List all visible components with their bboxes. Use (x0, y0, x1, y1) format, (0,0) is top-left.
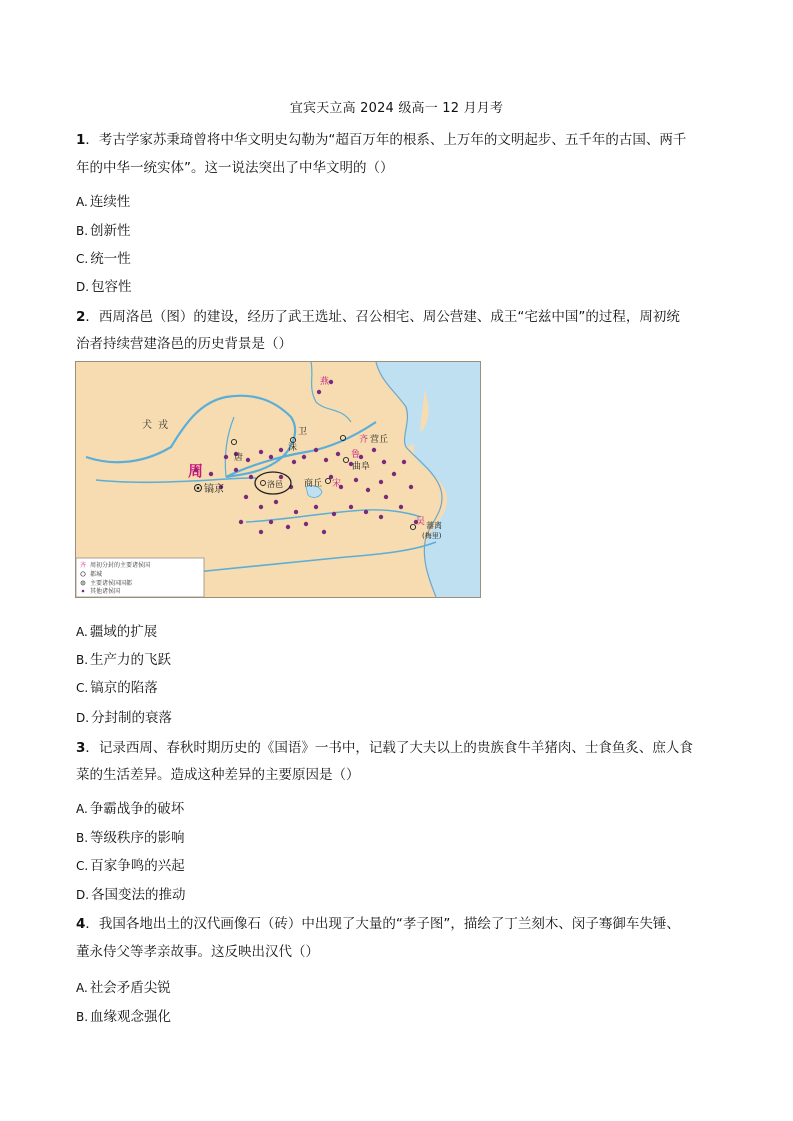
label-luoyi: 洛邑 (267, 480, 283, 489)
option-letter: B. (76, 831, 89, 845)
question-3-line-2: 菜的生活差异。造成这种差异的主要原因是（） (76, 767, 360, 783)
question-2-line-2: 治者持续营建洛邑的历史背景是（） (76, 336, 292, 352)
yangtze-river (196, 542, 436, 572)
option-text: 社会矛盾尖锐 (89, 980, 171, 996)
question-1-line-1 (76, 128, 726, 148)
option-text: 包容性 (91, 279, 132, 295)
page-title: 宜宾天立高 2024 级高一 12 月月考 (289, 101, 504, 116)
question-3-line-1 (76, 736, 726, 756)
label-fanli: 蕃离 (426, 521, 442, 530)
option-letter: A. (76, 981, 88, 995)
question-1-option-b[interactable] (76, 219, 131, 239)
option-text: 创新性 (90, 223, 131, 239)
question-4-text-1: ．我国各地出土的汉代画像石（砖）中出现了大量的“孝子图”，描绘了丁兰刻木、闵子骞御车失锤、 (85, 916, 680, 932)
vassal-dots (194, 380, 418, 534)
label-lu: 鲁 (351, 450, 361, 460)
option-letter: C. (76, 252, 89, 266)
western-zhou-map (75, 361, 481, 598)
option-text: 百家争鸣的兴起 (90, 858, 185, 874)
question-2-number: 2 (76, 309, 86, 325)
option-letter: C. (76, 859, 89, 873)
label-wu: 吴 (416, 517, 426, 527)
option-text: 统一性 (90, 251, 131, 267)
option-text: 分封制的衰落 (91, 710, 173, 726)
option-letter: D. (76, 711, 90, 725)
option-letter: B. (76, 224, 89, 238)
map-svg (76, 362, 480, 597)
question-4-option-a[interactable] (76, 976, 171, 996)
question-3-option-a[interactable] (76, 797, 184, 817)
question-1-line-2: 年的中华一统实体”。这一说法突出了中华文明的（） (76, 160, 394, 176)
label-meili: (梅里) (422, 532, 442, 540)
label-yan: 燕 (320, 377, 330, 387)
question-4-line-2: 董永侍父等孝亲故事。这反映出汉代（） (76, 944, 319, 960)
option-text: 镐京的陷落 (90, 680, 158, 696)
question-2-text-1: ．西周洛邑（图）的建设，经历了武王选址、召公相宅、周公营建、成王“宅兹中国”的过程，周初统 (85, 309, 680, 325)
question-4-option-b[interactable] (76, 1005, 171, 1025)
question-2-line-1 (76, 305, 726, 325)
yellow-river (86, 396, 376, 477)
legend-capital: 都城 (90, 571, 103, 578)
question-3-option-b[interactable] (76, 826, 185, 846)
label-wei: 卫 (298, 427, 308, 437)
question-3-number: 3 (76, 740, 86, 756)
option-letter: B. (76, 653, 89, 667)
option-letter: A. (76, 625, 88, 639)
option-letter: C. (76, 681, 89, 695)
question-2-option-a[interactable] (76, 620, 157, 640)
option-letter: A. (76, 802, 88, 816)
label-shangqiu: 商丘 (304, 479, 323, 489)
label-song: 宋 (332, 479, 342, 489)
question-2-option-d[interactable] (76, 706, 172, 726)
legend-state-capital: 主要诸侯国国都 (90, 580, 133, 587)
wei-river (96, 478, 256, 482)
label-yingqiu: 营丘 (370, 435, 389, 445)
question-1-option-a[interactable] (76, 190, 130, 210)
option-text: 疆域的扩展 (89, 624, 158, 640)
question-2-option-b[interactable] (76, 648, 171, 668)
option-text: 血缘观念强化 (90, 1009, 172, 1025)
option-text: 等级秩序的影响 (90, 830, 185, 846)
question-4-number: 4 (76, 916, 86, 932)
question-2-option-c[interactable] (76, 676, 158, 696)
option-letter: D. (76, 888, 90, 902)
label-tang: 唐 (234, 453, 244, 463)
label-mo: 沬 (288, 443, 298, 453)
question-1-option-c[interactable] (76, 247, 131, 267)
label-qi: 齐 (359, 435, 369, 445)
label-zhou: 周 (188, 462, 204, 480)
question-3-option-d[interactable] (76, 883, 186, 903)
option-text: 各国变法的推动 (91, 887, 186, 903)
question-4-line-1 (76, 912, 726, 932)
option-text: 生产力的飞跃 (90, 652, 172, 668)
label-haojing: 镐京 (204, 484, 224, 495)
legend-fief-icon: 齐 (80, 562, 87, 569)
option-letter: B. (76, 1010, 89, 1024)
legend-other: 其他诸侯国 (90, 588, 121, 595)
question-3-text-1: ．记录西周、春秋时期历史的《国语》一书中，记载了大夫以上的贵族食牛羊猪肉、士食鱼炙、庶人食 (85, 740, 693, 756)
option-text: 争霸战争的破坏 (89, 801, 185, 817)
label-qufu: 曲阜 (352, 462, 371, 472)
question-1-option-d[interactable] (76, 275, 132, 295)
legend-other-icon (82, 590, 85, 593)
option-text: 连续性 (89, 194, 131, 210)
option-letter: D. (76, 280, 90, 294)
question-1-number: 1 (76, 132, 86, 148)
legend-fief: 周初分封的主要诸侯国 (90, 562, 151, 569)
fen-river (225, 417, 234, 477)
question-3-option-c[interactable] (76, 854, 185, 874)
option-letter: A. (76, 195, 88, 209)
question-1-text-1: ．考古学家苏秉琦曾将中华文明史勾勒为“超百万年的根系、上万年的文明起步、五千年的古国、两千 (85, 132, 687, 148)
label-quanrong: 犬戎 (142, 420, 174, 431)
